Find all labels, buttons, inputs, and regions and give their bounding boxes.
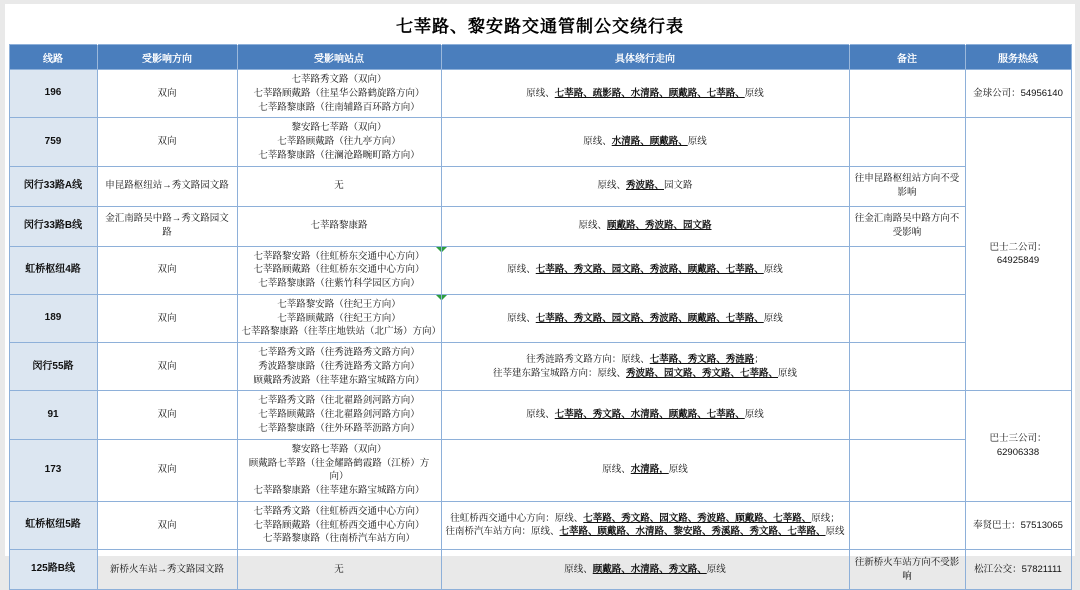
detour-text: 原线、 [578,220,607,232]
remark-cell [849,343,965,391]
remark-cell: 往金汇南路吴中路方向不受影响 [849,206,965,246]
routes-table [9,44,1072,590]
detour-text: 原线、 [526,409,555,421]
table-row [9,343,1071,391]
detour-line [446,512,845,526]
route-cell: 189 [9,294,97,342]
table-row [9,550,1071,590]
route-cell: 虹桥枢纽5路 [9,501,97,549]
detour-cell [441,206,849,246]
stations-cell: 七莘路秀文路（往虹桥西交通中心方向） 七莘路顾戴路（往虹桥西交通中心方向） 七莘路黎康路（往南桥汽车站方向） [237,501,441,549]
detour-text: 原线 [687,136,707,148]
table-row [9,501,1071,549]
detour-line [446,135,845,149]
hotline-cell: 奉贤巴士：57513065 [965,501,1071,549]
col-header-route: 线路 [9,45,97,70]
table-row [9,206,1071,246]
detour-text: 原线、 [597,180,626,192]
detour-line [446,367,845,381]
direction-cell: 双向 [97,294,237,342]
detour-text: 原线 [778,367,798,379]
detour-road-emphasis: 七莘路、秀文路、园文路、秀波路、顾戴路、七莘路、 [583,512,812,524]
detour-road-emphasis: 顾戴路、水清路、秀文路、 [592,563,707,575]
col-header-remark: 备注 [849,45,965,70]
remark-cell: 往新桥火车站方向不受影响 [849,550,965,590]
detour-road-emphasis: 七莘路、顾戴路、水清路、黎安路、秀溪路、秀文路、七莘路、 [559,526,826,538]
col-header-detour: 具体绕行走向 [441,45,849,70]
detour-road-emphasis: 七莘路、疏影路、水清路、顾戴路、七莘路、 [554,87,745,99]
detour-line [446,263,845,277]
detour-line [446,463,845,477]
stations-cell: 黎安路七莘路（双向） 顾戴路七莘路（往金耀路鹤霞路（江桥）方向） 七莘路黎康路（往莘建东路宝城路方向） [237,439,441,501]
direction-cell: 双向 [97,391,237,439]
detour-road-emphasis: 顾戴路、秀波路、园文路 [607,220,712,232]
detour-line [446,408,845,422]
stations-cell: 黎安路七莘路（双向） 七莘路顾戴路（往九亭方向） 七莘路黎康路（往澜沧路畹町路方向） [237,118,441,166]
detour-text: 往秀涟路秀文路方向：原线、 [526,354,650,366]
remark-cell [849,501,965,549]
detour-text: 往虹桥西交通中心方向：原线、 [450,512,584,524]
detour-table-sheet [5,4,1075,582]
hotline-cell: 金球公司：54956140 [965,70,1071,118]
col-header-hotline: 服务热线 [965,45,1071,70]
stations-cell: 无 [237,166,441,206]
direction-cell: 双向 [97,343,237,391]
detour-text: 原线 [825,526,845,538]
detour-cell [441,439,849,501]
direction-cell: 双向 [97,246,237,294]
detour-road-emphasis: 水清路， [630,464,669,476]
cell-corner-marker [442,295,447,300]
table-row [9,246,1071,294]
detour-road-emphasis: 水清路、顾戴路、 [611,136,688,148]
stations-cell: 七莘路黎安路（往虹桥东交通中心方向） 七莘路顾戴路（往虹桥东交通中心方向） 七莘路黎康路（往紫竹科学园区方向） [237,246,441,294]
detour-road-emphasis: 秀波路、 [625,180,664,192]
detour-cell [441,246,849,294]
detour-text: 原线 [763,312,783,324]
table-row [9,294,1071,342]
stations-cell: 无 [237,550,441,590]
detour-road-emphasis: 七莘路、秀文路、水清路、顾戴路、七莘路、 [554,409,745,421]
table-body [9,70,1071,590]
detour-road-emphasis: 秀波路、园文路、秀文路、七莘路、 [625,367,778,379]
hotline-cell: 巴士三公司：62906338 [965,391,1071,501]
table-row [9,439,1071,501]
detour-road-emphasis: 七莘路、秀文路、园文路、秀波路、顾戴路、七莘路、 [535,312,764,324]
detour-line [446,525,845,539]
stations-cell: 七莘路秀文路（双向） 七莘路顾戴路（往星华公路鹤旋路方向） 七莘路黎康路（往南辅路百环路方向） [237,70,441,118]
direction-cell: 双向 [97,70,237,118]
cell-corner-marker [436,295,441,300]
detour-text: 原线 [744,409,764,421]
detour-text: 原线、 [602,464,631,476]
route-cell: 闵行33路A线 [9,166,97,206]
hotline-cell: 松江公交：57821111 [965,550,1071,590]
direction-cell: 双向 [97,501,237,549]
direction-cell: 双向 [97,439,237,501]
page-title: 七莘路、黎安路交通管制公交绕行表 [396,17,684,36]
stations-cell: 七莘路秀文路（往秀涟路秀文路方向） 秀波路黎康路（往秀涟路秀文路方向） 顾戴路秀波路（往莘建东路宝城路方向） [237,343,441,391]
remark-cell [849,439,965,501]
stations-cell: 七莘路黎康路 [237,206,441,246]
table-header-row [9,45,1071,70]
detour-road-emphasis: 七莘路、秀文路、秀涟路 [649,354,755,366]
route-cell: 173 [9,439,97,501]
detour-text: 原线、 [507,312,536,324]
detour-text: 园文路 [664,180,693,192]
detour-line [446,563,845,577]
direction-cell: 双向 [97,118,237,166]
detour-road-emphasis: 七莘路、秀文路、园文路、秀波路、顾戴路、七莘路、 [535,264,764,276]
cell-corner-marker [442,247,447,252]
detour-text: 原线 [763,264,783,276]
direction-cell: 新桥火车站→秀文路园文路 [97,550,237,590]
detour-text: ； [754,354,764,366]
route-cell: 196 [9,70,97,118]
remark-cell [849,246,965,294]
detour-text: 原线、 [564,563,593,575]
remark-cell [849,70,965,118]
remark-cell [849,118,965,166]
detour-text: 往莘建东路宝城路方向：原线、 [492,367,626,379]
direction-cell: 金汇南路吴中路→秀文路园文路 [97,206,237,246]
detour-cell [441,294,849,342]
route-cell: 闵行55路 [9,343,97,391]
detour-line [446,312,845,326]
table-row [9,166,1071,206]
detour-text: 原线、 [583,136,612,148]
route-cell: 125路B线 [9,550,97,590]
detour-line [446,179,845,193]
route-cell: 闵行33路B线 [9,206,97,246]
detour-line [446,87,845,101]
table-row [9,70,1071,118]
detour-text: 原线 [744,87,764,99]
table-row [9,118,1071,166]
detour-cell [441,391,849,439]
direction-cell: 申昆路枢纽站→秀文路园文路 [97,166,237,206]
remark-cell [849,391,965,439]
detour-cell [441,550,849,590]
detour-text: 原线； [811,512,840,524]
detour-text: 往南桥汽车站方向：原线、 [445,526,560,538]
detour-text: 原线、 [526,87,555,99]
remark-cell: 往申昆路枢纽站方向不受影响 [849,166,965,206]
detour-text: 原线、 [507,264,536,276]
table-row [9,391,1071,439]
hotline-cell: 巴士二公司：64925849 [965,118,1071,391]
route-cell: 虹桥枢纽4路 [9,246,97,294]
col-header-direction: 受影响方向 [97,45,237,70]
col-header-stations: 受影响站点 [237,45,441,70]
cell-corner-marker [436,247,441,252]
route-cell: 91 [9,391,97,439]
detour-text: 原线 [706,563,726,575]
stations-cell: 七莘路秀文路（往北翟路剑河路方向） 七莘路顾戴路（往北翟路剑河路方向） 七莘路黎康路（往外环路莘沥路方向） [237,391,441,439]
route-cell: 759 [9,118,97,166]
detour-text: 原线 [668,464,688,476]
detour-cell [441,70,849,118]
stations-cell: 七莘路黎安路（往纪王方向） 七莘路顾戴路（往纪王方向） 七莘路黎康路（往莘庄地铁站（北广场）方向） [237,294,441,342]
detour-cell [441,501,849,549]
remark-cell [849,294,965,342]
detour-line [446,219,845,233]
detour-cell [441,343,849,391]
detour-cell [441,118,849,166]
detour-cell [441,166,849,206]
detour-line [446,353,845,367]
